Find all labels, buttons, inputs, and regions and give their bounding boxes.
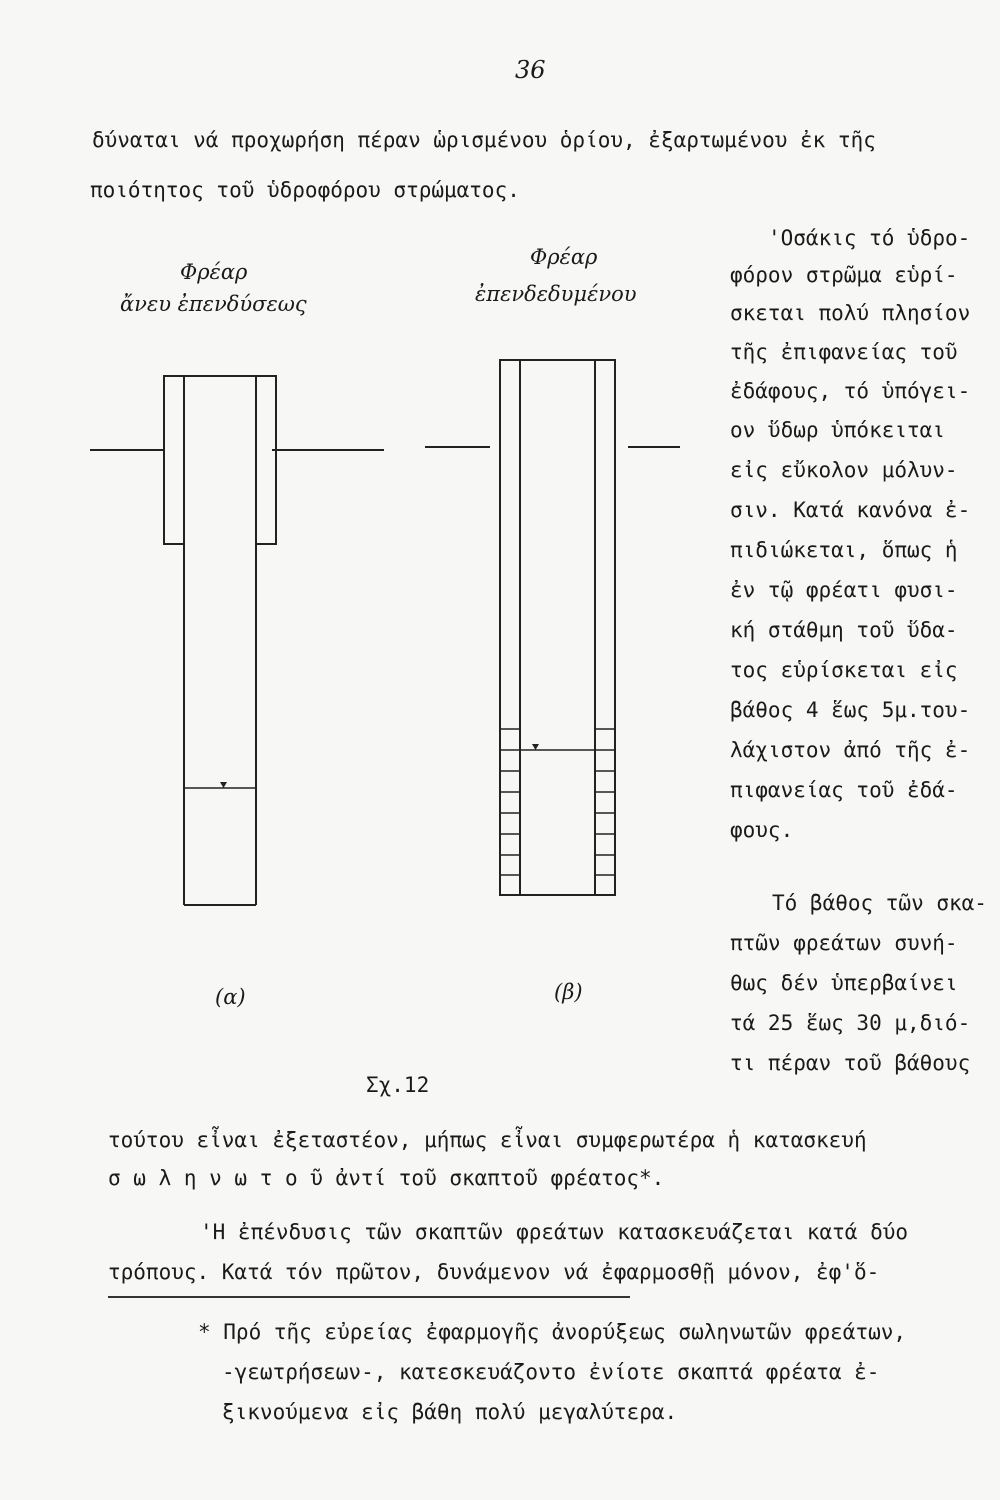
side-line: τος εὑρίσκεται εἰς: [730, 658, 958, 682]
caption-b: (β): [554, 980, 583, 1004]
label-b-line1: Φρέαρ: [530, 245, 598, 269]
side-line: λάχιστον ἀπό τῆς ἐ-: [730, 738, 971, 762]
collar-left-a: [164, 376, 184, 544]
footnote-line: -γεωτρήσεων-, κατεσκευάζοντο ἐνίοτε σκαπτά φρέατα ἐ-: [222, 1360, 880, 1384]
caption-a: (α): [215, 985, 246, 1009]
body-line: σ ω λ η ν ω τ ο ῦ ἀντί τοῦ σκαπτοῦ φρέατος*.: [108, 1166, 665, 1190]
figure-caption: Σχ.12: [366, 1073, 430, 1097]
side-line: τι πέραν τοῦ βάθους: [730, 1051, 971, 1075]
side-line: σκεται πολύ πλησίον: [730, 301, 971, 325]
side-line: φόρον στρῶμα εὑρί-: [730, 263, 958, 287]
body-line: ποιότητος τοῦ ὑδροφόρου στρώματος.: [90, 178, 520, 202]
body-line: τούτου εἶναι ἐξεταστέον, μήπως εἶναι συμφερωτέρα ἡ κατασκευή: [108, 1128, 867, 1152]
side-line: φους.: [730, 818, 794, 842]
well-diagram: [80, 320, 700, 940]
side-line: θως δέν ὑπερβαίνει: [730, 971, 958, 995]
side-line: κή στάθμη τοῦ ὕδα-: [730, 618, 958, 642]
side-line: ἐδάφους, τό ὑπόγει-: [730, 379, 971, 403]
side-line: τά 25 ἕως 30 μ,διό-: [730, 1011, 971, 1035]
side-line: τῆς ἐπιφανείας τοῦ: [730, 340, 958, 364]
side-line: βάθος 4 ἕως 5μ.του-: [730, 698, 971, 722]
well-a: [90, 376, 384, 905]
body-line: τρόπους. Κατά τόν πρῶτον, δυνάμενον νά ἐφαρμοσθῇ μόνον, ἐφ'ὅ-: [108, 1260, 880, 1284]
footnote-line: ξικνούμενα εἰς βάθη πολύ μεγαλύτερα.: [222, 1400, 678, 1424]
lining-left-b: [500, 360, 520, 895]
label-a-line1: Φρέαρ: [180, 260, 248, 284]
footnote-rule: [108, 1296, 630, 1298]
side-line: ἐν τῷ φρέατι φυσι-: [730, 578, 958, 602]
body-line: 'Η ἐπένδυσις τῶν σκαπτῶν φρεάτων κατασκευάζεται κατά δύο: [200, 1220, 909, 1244]
label-b-line2: ἐπενδεδυμένου: [475, 282, 637, 306]
water-level-marker-b: [532, 744, 539, 750]
side-line: σιν. Κατά κανόνα ἐ-: [730, 498, 971, 522]
page-number: 36: [515, 56, 546, 84]
collar-right-a: [256, 376, 276, 544]
side-line: πιδιώκεται, ὅπως ἡ: [730, 538, 958, 562]
label-a-line2: ἄνευ ἐπενδύσεως: [120, 292, 307, 316]
lining-right-b: [595, 360, 615, 895]
perforated-courses-b: [500, 729, 615, 875]
side-line: πτῶν φρεάτων συνή-: [730, 931, 958, 955]
side-line: πιφανείας τοῦ ἐδά-: [730, 778, 958, 802]
footnote-line: * Πρό τῆς εὐρείας ἐφαρμογῆς ἀνορύξεως σωληνωτῶν φρεάτων,: [198, 1320, 907, 1344]
well-b: [425, 360, 680, 895]
side-line: εἰς εὔκολον μόλυν-: [730, 458, 958, 482]
water-level-marker-a: [220, 782, 227, 788]
side-line: ον ὕδωρ ὑπόκειται: [730, 418, 945, 442]
side-line: Τό βάθος τῶν σκα-: [772, 891, 987, 915]
body-line: δύναται νά προχωρήση πέραν ὡρισμένου ὁρίου, ἐξαρτωμένου ἐκ τῆς: [92, 128, 876, 152]
side-line: 'Οσάκις τό ὑδρο-: [768, 226, 971, 250]
